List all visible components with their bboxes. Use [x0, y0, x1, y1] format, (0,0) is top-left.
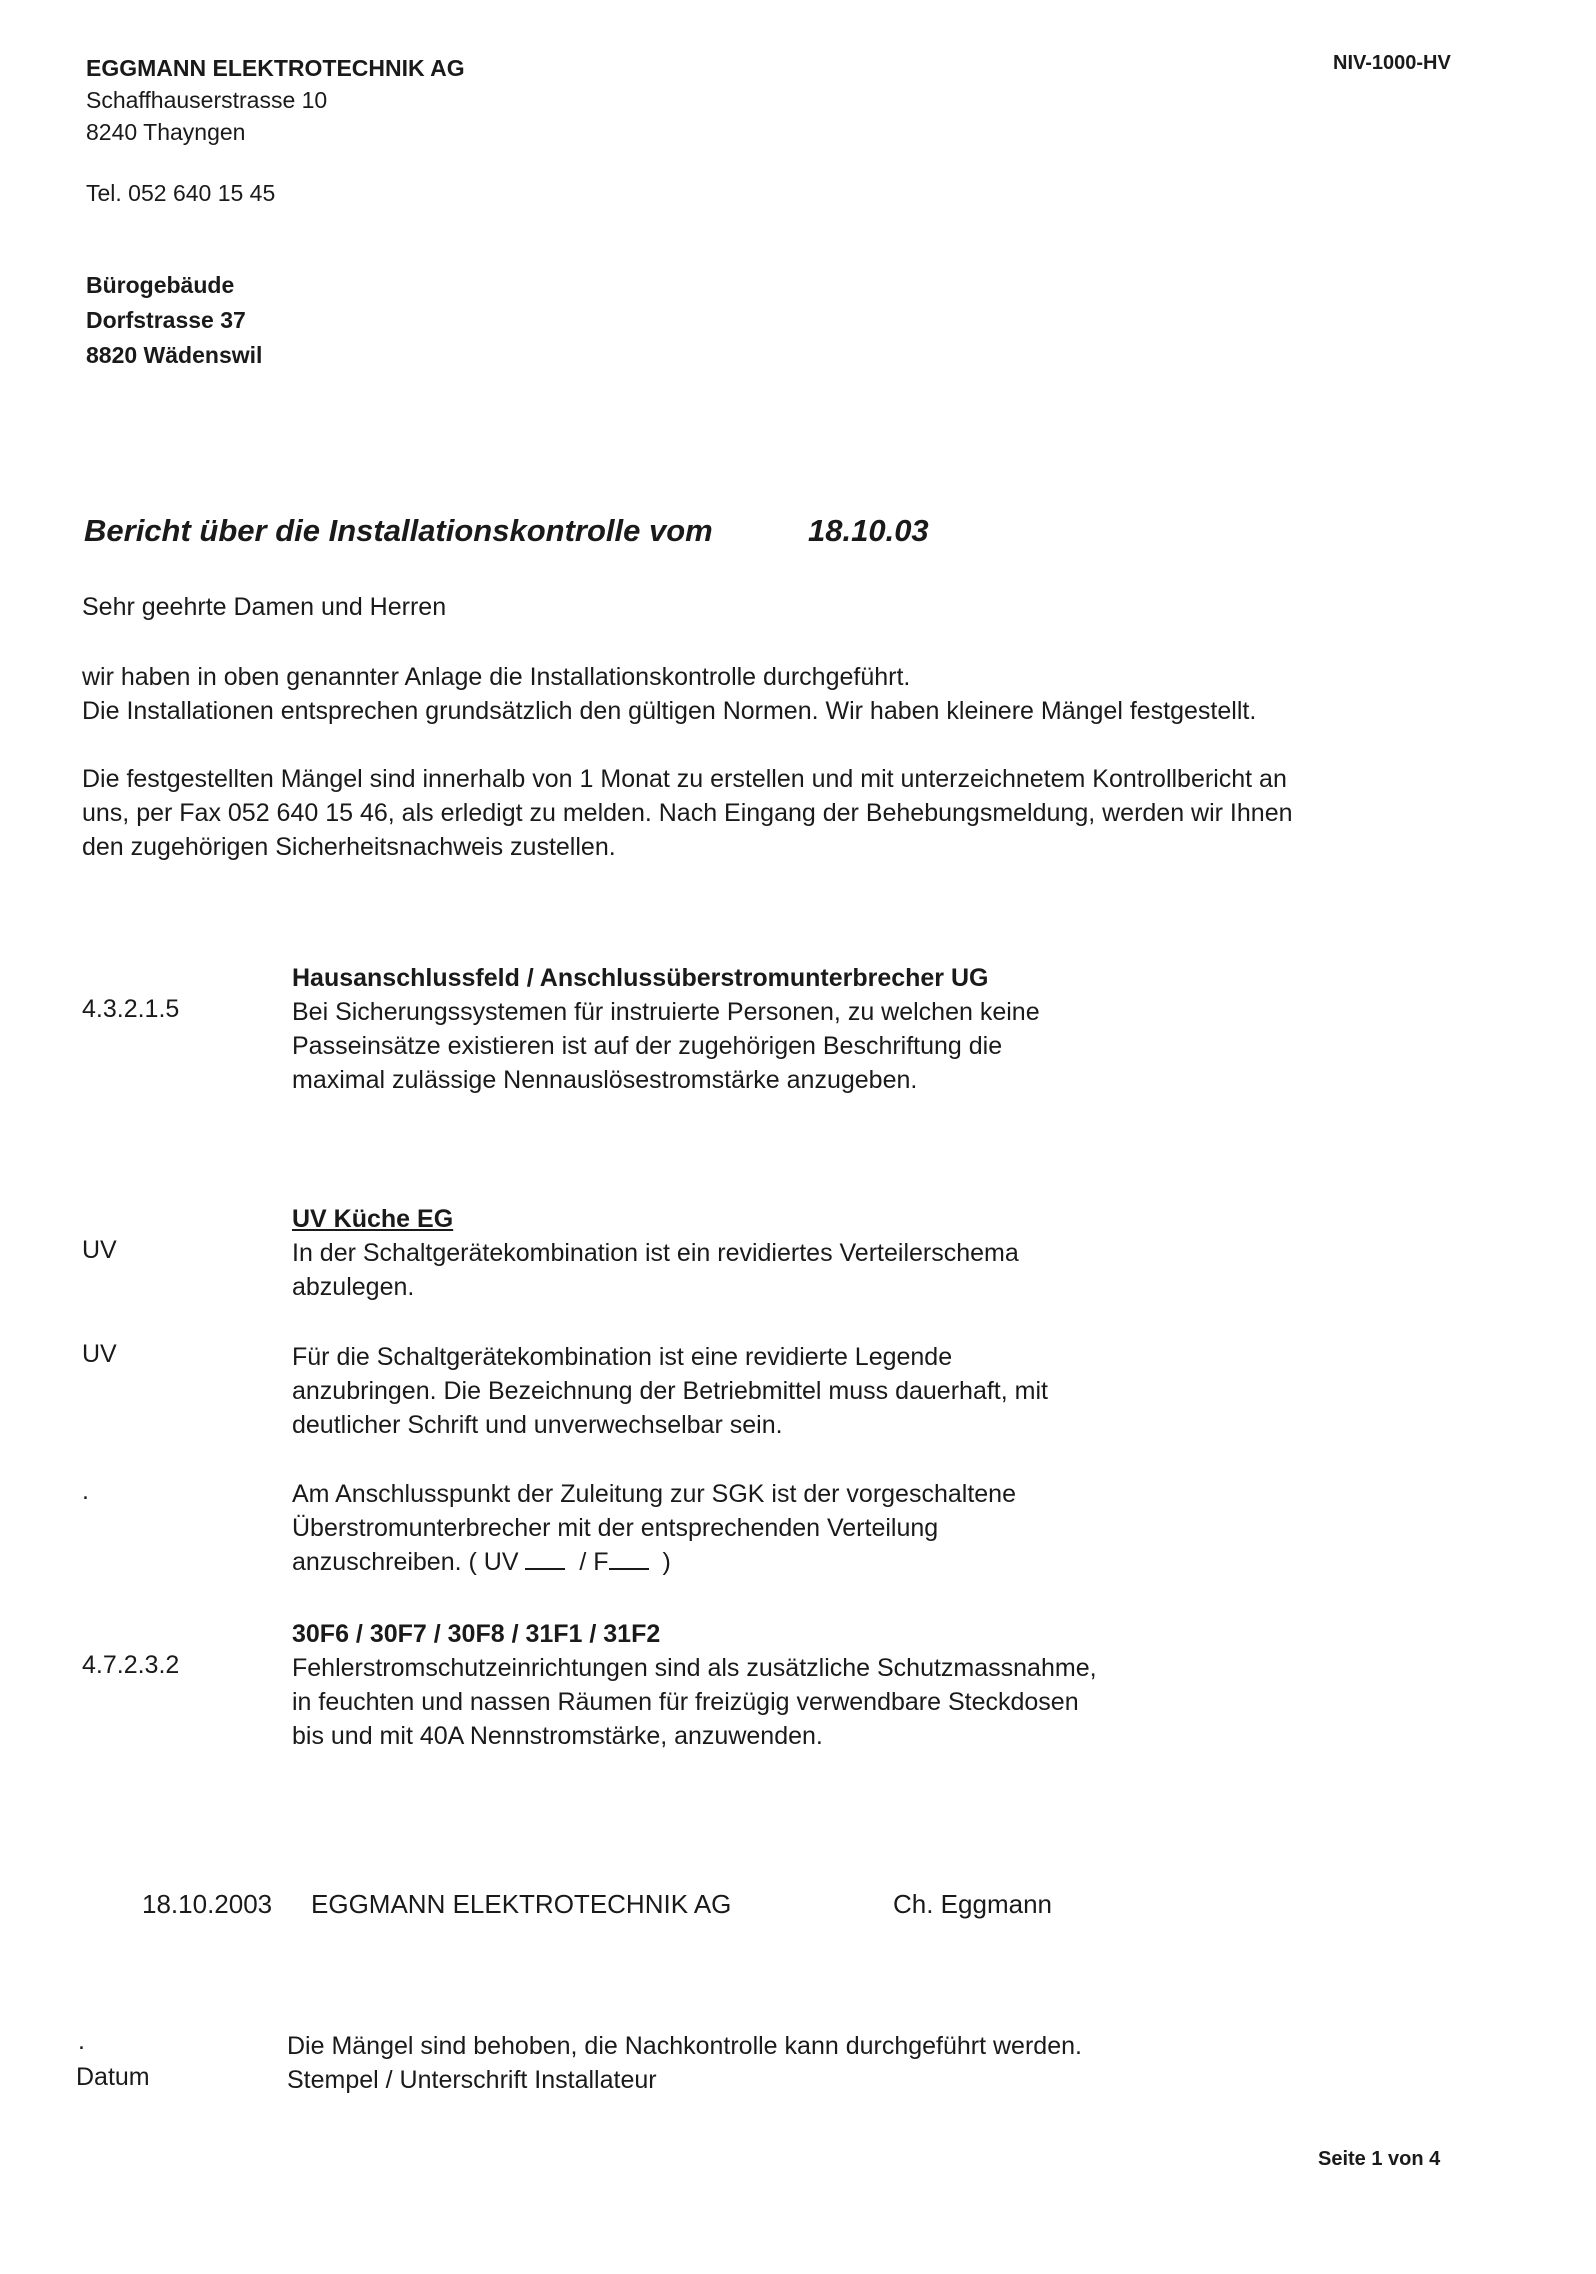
defect-line: deutlicher Schrift und unverwechselbar sein.: [292, 1411, 783, 1439]
defect-number: UV: [82, 1236, 117, 1264]
defect-line: Bei Sicherungssystemen für instruierte Personen, zu welchen keine: [292, 998, 1040, 1026]
sender-city: 8240 Thayngen: [86, 119, 246, 145]
defect-number: .: [82, 1477, 89, 1505]
defect-line: anzubringen. Die Bezeichnung der Betriebmittel muss dauerhaft, mit: [292, 1377, 1048, 1405]
defect-line-part: anzuschreiben. ( UV: [292, 1548, 519, 1576]
defect-line: In der Schaltgerätekombination ist ein revidiertes Verteilerschema: [292, 1239, 1019, 1267]
salutation: Sehr geehrte Damen und Herren: [82, 593, 447, 621]
defect-number: UV: [82, 1340, 117, 1368]
defect-line: Überstromunterbrecher mit der entsprechenden Verteilung: [292, 1514, 939, 1542]
defect-line-part: ): [662, 1548, 671, 1576]
paragraph-line: Die festgestellten Mängel sind innerhalb von 1 Monat zu erstellen und mit unterzeichnetem Kontrollbericht an: [82, 765, 1287, 793]
paragraph-line: wir haben in oben genannter Anlage die Installationskontrolle durchgeführt.: [82, 663, 911, 691]
signature-name: Ch. Eggmann: [893, 1889, 1052, 1919]
signature-date: 18.10.2003: [142, 1889, 273, 1919]
defect-item: [292, 1617, 1097, 1753]
defect-item: [292, 1202, 1019, 1304]
paragraph-line: Die Installationen entsprechen grundsätzlich den gültigen Normen. Wir haben kleinere Mängel festgestellt.: [82, 697, 1257, 725]
defect-line: maximal zulässige Nennauslösestromstärke anzugeben.: [292, 1066, 918, 1094]
sender-address: [86, 52, 465, 148]
datum-label: Datum: [76, 2063, 150, 2091]
sender-tel: Tel. 052 640 15 45: [86, 180, 276, 206]
confirmation-text: Die Mängel sind behoben, die Nachkontrolle kann durchgeführt werden.: [287, 2032, 1082, 2060]
defect-heading: UV Küche EG: [292, 1205, 454, 1233]
defect-item: [292, 961, 1040, 1097]
defect-line: in feuchten und nassen Räumen für freizügig verwendbare Steckdosen: [292, 1688, 1079, 1716]
recipient-name: Bürogebäude: [86, 272, 235, 298]
defect-line: Am Anschlusspunkt der Zuleitung zur SGK ist der vorgeschaltene: [292, 1480, 1016, 1508]
defect-line: Für die Schaltgerätekombination ist eine revidierte Legende: [292, 1343, 953, 1371]
recipient-city: 8820 Wädenswil: [86, 342, 263, 368]
defect-heading: 30F6 / 30F7 / 30F8 / 31F1 / 31F2: [292, 1620, 661, 1648]
confirmation-block: [287, 2029, 1082, 2097]
defect-item: [292, 1477, 1016, 1579]
document-reference: NIV-1000-HV: [1333, 52, 1451, 74]
defect-heading: Hausanschlussfeld / Anschlussüberstromunterbrecher UG: [292, 964, 989, 992]
datum-dot: .: [78, 2027, 85, 2055]
defect-item: [292, 1340, 1048, 1442]
defect-number: 4.3.2.1.5: [82, 995, 180, 1023]
defect-number: 4.7.2.3.2: [82, 1651, 180, 1679]
defect-line: Passeinsätze existieren ist auf der zugehörigen Beschriftung die: [292, 1032, 1003, 1060]
defect-line-with-blanks: [292, 1545, 1016, 1579]
stamp-label: Stempel / Unterschrift Installateur: [287, 2066, 657, 2094]
recipient-street: Dorfstrasse 37: [86, 307, 246, 333]
report-title-date: 18.10.03: [808, 513, 929, 548]
defect-line: Fehlerstromschutzeinrichtungen sind als zusätzliche Schutzmassnahme,: [292, 1654, 1097, 1682]
sender-company: EGGMANN ELEKTROTECHNIK AG: [86, 55, 465, 81]
page-number: Seite 1 von 4: [1318, 2148, 1441, 2170]
defect-line-part: / F: [579, 1548, 609, 1576]
fill-in-blank-uv[interactable]: [525, 1550, 565, 1570]
paragraph-line: den zugehörigen Sicherheitsnachweis zustellen.: [82, 833, 616, 861]
paragraph-line: uns, per Fax 052 640 15 46, als erledigt zu melden. Nach Eingang der Behebungsmeldung, werden wir Ihnen: [82, 799, 1293, 827]
report-title-text: Bericht über die Installationskontrolle vom: [84, 513, 713, 548]
deadline-paragraph: [82, 762, 1293, 864]
sender-street: Schaffhauserstrasse 10: [86, 87, 328, 113]
fill-in-blank-f[interactable]: [609, 1550, 649, 1570]
intro-paragraph: [82, 660, 1256, 728]
signature-company: EGGMANN ELEKTROTECHNIK AG: [311, 1889, 732, 1919]
defect-line: abzulegen.: [292, 1273, 415, 1301]
recipient-address: [86, 268, 262, 373]
defect-line: bis und mit 40A Nennstromstärke, anzuwenden.: [292, 1722, 823, 1750]
report-title: [84, 513, 929, 549]
